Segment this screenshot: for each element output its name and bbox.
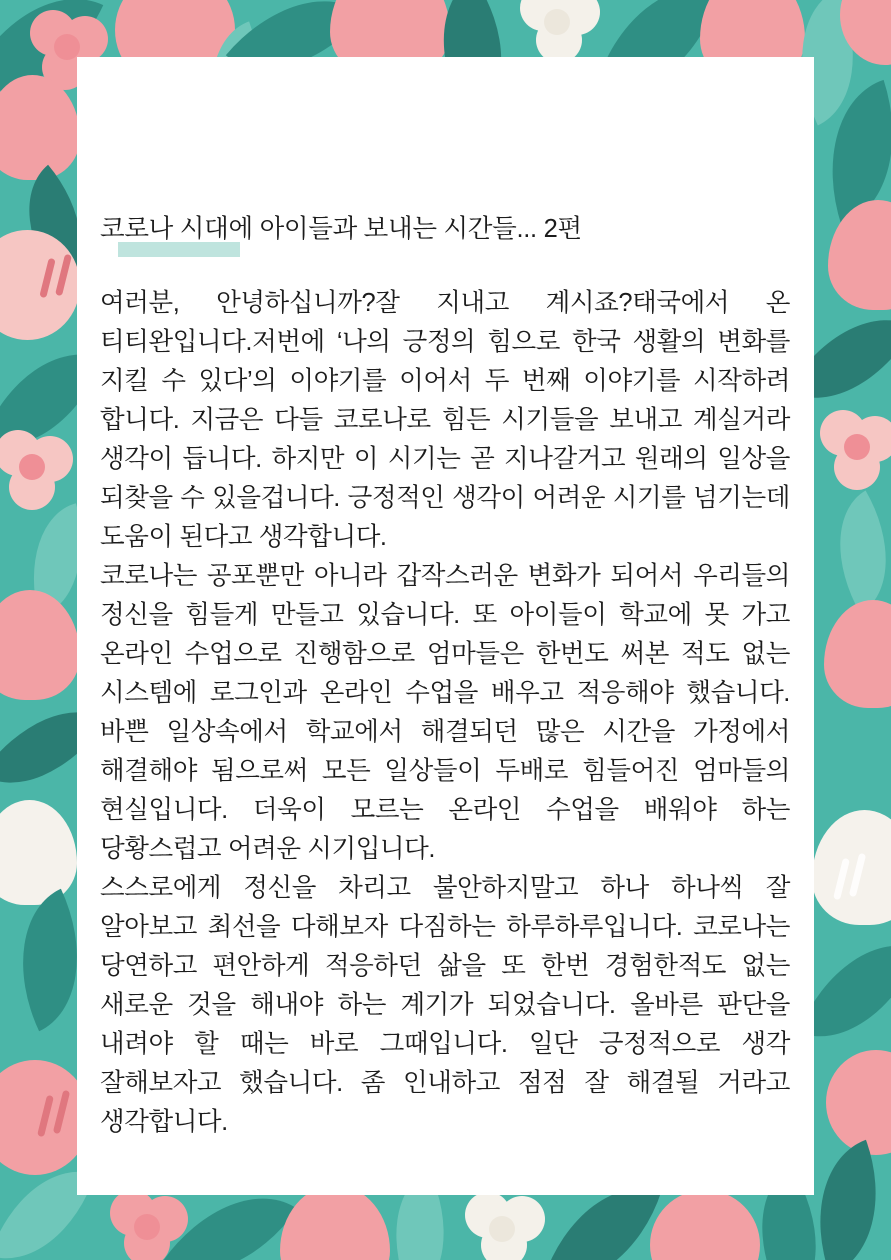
document-body [100, 212, 790, 1142]
leaf-decoration [808, 490, 891, 613]
tulip-decoration [828, 200, 891, 310]
document-card [77, 57, 814, 1195]
tulip-decoration [0, 800, 77, 905]
page-title-wrapper [100, 212, 790, 246]
tulip-decoration [812, 810, 891, 925]
tulip-decoration [0, 590, 80, 700]
petal-decoration [650, 1190, 760, 1260]
tulip-decoration [824, 600, 891, 708]
tulip-decoration [0, 75, 80, 180]
paragraph-3: 스스로에게 정신을 차리고 불안하지말고 하나 하나씩 잘 알아보고 최선을 다해보자 다짐하는 하루하루입니다. 코로나는 당연하고 편안하게 적응하던 삶을 또 한번 경험한적도 없는 새로운 것을 해내야 하는 계기가 되었습니다. 올바른 판단을 내려야 할 때는 바로 그때입니다. 일단 긍정적으로 생각 잘해보자고 했습니다. 좀 인내하고 점점 잘 해결될 거라고 생각합니다. [100, 874, 790, 1137]
petal-decoration [826, 1050, 891, 1155]
tulip-decoration [280, 1185, 390, 1260]
paragraph-2: 코로나는 공포뿐만 아니라 갑작스러운 변화가 되어서 우리들의 정신을 힘들게 만들고 있습니다. 또 아이들이 학교에 못 가고 온라인 수업으로 진행함으로 엄마들은 한번도 써본 적도 없는 시스템에 로그인과 온라인 수업을 배우고 적응해야 했습니다. 바쁜 일상속에서 학교에서 해결되던 많은 시간을 가정에서 해결해야 됨으로써 모든 일상들이 두배로 힘들어진 엄마들의 현실입니다. 더욱이 모르는 온라인 수업을 배워야 하는 당황스럽고 어려운 시기입니다. [100, 562, 790, 864]
page-title: 코로나 시대에 아이들과 보내는 시간들... 2편 [100, 215, 582, 243]
paragraph-1: 여러분, 안녕하십니까?잘 지내고 계시죠?태국에서 온 티티완입니다.저번에 ‘나의 긍정의 힘으로 한국 생활의 변화를 지킬 수 있다’의 이야기를 이어서 두 번째 이야기를 시작하려 합니다. 지금은 다들 코로나로 힘든 시기들을 보내고 계실거라 생각이 듭니다. 하지만 이 시기는 곧 지나갈거고 원래의 일상을 되찾을 수 있을겁니다. 긍정적인 생각이 어려운 시기를 넘기는데 도움이 된다고 생각합니다. [100, 289, 790, 552]
